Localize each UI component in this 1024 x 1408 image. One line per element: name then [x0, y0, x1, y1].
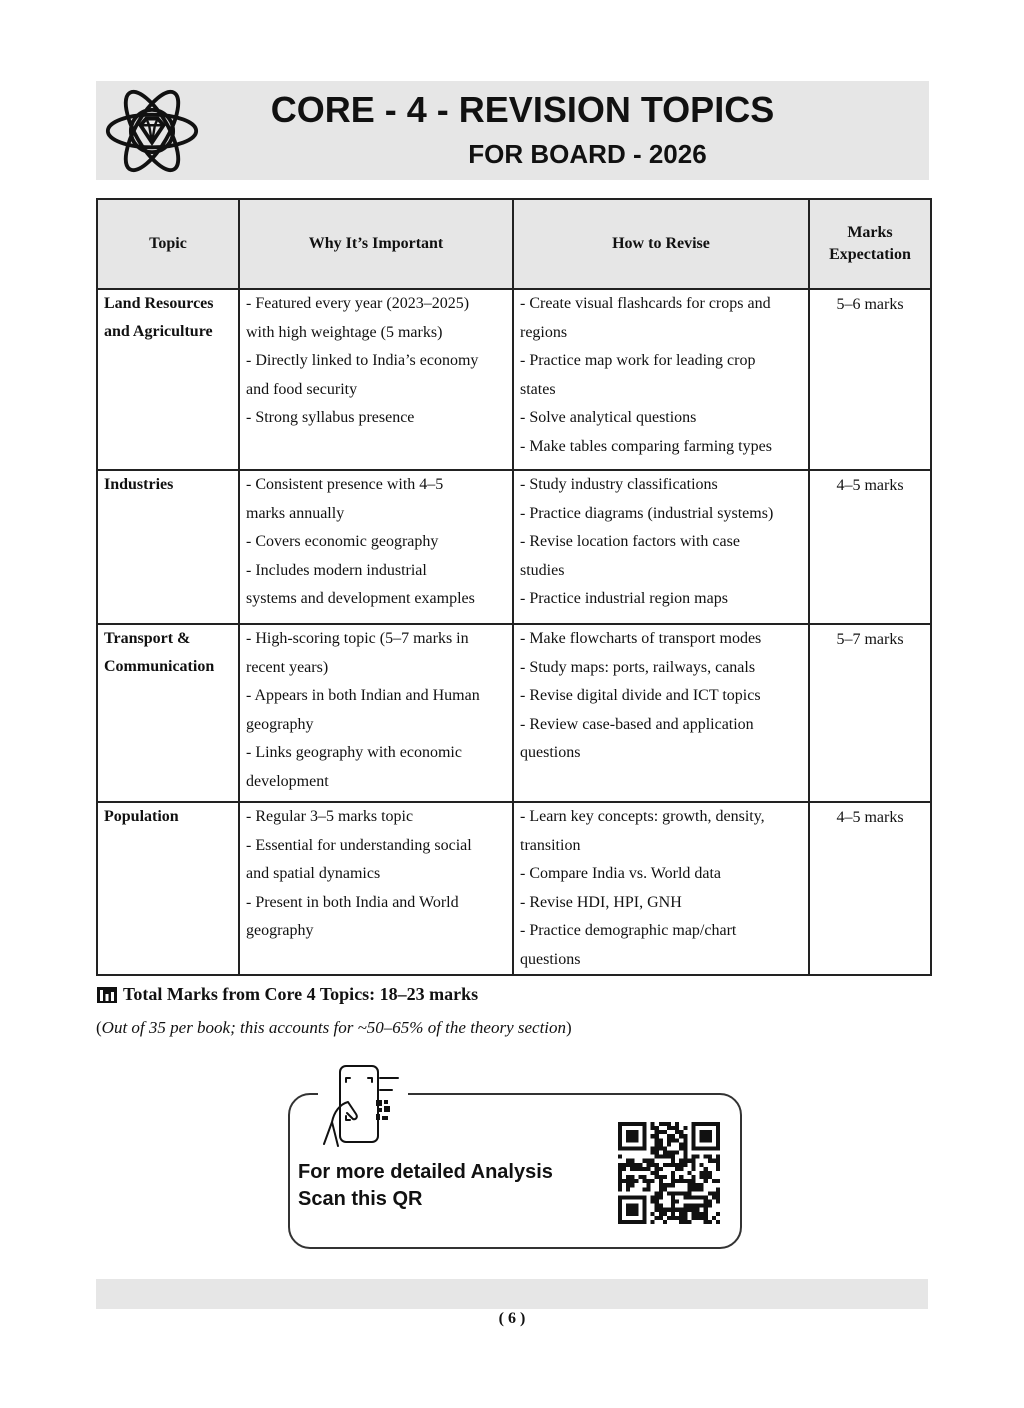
how-line: - Review case-based and application [520, 715, 754, 733]
total-marks-summary [96, 984, 478, 1005]
why-line: and spatial dynamics [246, 865, 381, 882]
qr-line-2: Scan this QR [298, 1188, 423, 1210]
page-title: CORE - 4 - REVISION TOPICS [270, 89, 775, 130]
marks-cell: 4–5 marks [809, 470, 931, 624]
topic-cell [97, 289, 239, 470]
why-line: marks annually [246, 504, 345, 522]
why-cell [239, 802, 513, 975]
header-band [96, 81, 929, 180]
how-line: - Study industry classifications [520, 476, 718, 493]
why-line: with high weightage (5 marks) [246, 323, 443, 341]
why-line: - Featured every year (2023–2025) [246, 295, 470, 312]
marks-cell: 4–5 marks [809, 802, 931, 975]
note-text: Out of 35 per book; this accounts for ~50–65% of the theory section [101, 1018, 567, 1037]
topic-cell [97, 470, 239, 624]
note-open-paren: ( [96, 1018, 102, 1037]
why-line: - Directly linked to India’s economy [246, 352, 479, 369]
page-number: ( 6 ) [498, 1310, 526, 1327]
how-line: - Revise digital divide and ICT topics [520, 687, 761, 704]
how-line: - Create visual flashcards for crops and [520, 295, 771, 312]
topic-line: Transport & [104, 630, 191, 647]
why-line: - Present in both India and World [246, 893, 459, 911]
why-cell [239, 624, 513, 802]
how-line: - Revise HDI, HPI, GNH [520, 893, 682, 911]
topic-line: Industries [104, 476, 174, 493]
qr-line-1: For more detailed Analysis [298, 1161, 553, 1183]
footer-band [96, 1279, 928, 1309]
why-line: recent years) [246, 658, 329, 676]
why-line: development [246, 772, 329, 790]
topic-cell [97, 802, 239, 975]
note-close-paren: ) [566, 1018, 572, 1037]
why-line: and food security [246, 380, 358, 398]
why-line: - Covers economic geography [246, 533, 439, 550]
marks-header-line: Marks [847, 224, 893, 241]
why-line: - Strong syllabus presence [246, 409, 415, 426]
why-line: - Regular 3–5 marks topic [246, 808, 414, 825]
column-header-topic: Topic [97, 199, 239, 289]
how-line: questions [520, 950, 581, 968]
table-row [97, 624, 931, 802]
table-row [97, 470, 931, 624]
table-header-row [97, 199, 931, 289]
how-line: - Make flowcharts of transport modes [520, 630, 762, 647]
why-cell [239, 289, 513, 470]
how-cell [513, 470, 809, 624]
why-line: - Includes modern industrial [246, 561, 427, 579]
revision-topics-table [96, 198, 932, 976]
table-row [97, 802, 931, 975]
how-line: regions [520, 323, 568, 341]
topic-line: Land Resources [104, 295, 214, 312]
total-marks-text: Total Marks from Core 4 Topics: 18–23 marks [123, 984, 479, 1004]
how-cell [513, 624, 809, 802]
topic-line: Population [104, 808, 179, 825]
qr-code-icon [618, 1122, 720, 1224]
how-line: - Practice map work for leading crop [520, 352, 756, 369]
marks-header-line: Expectation [829, 246, 911, 263]
column-header-why: Why It’s Important [239, 199, 513, 289]
column-header-marks [809, 199, 931, 289]
why-cell [239, 470, 513, 624]
topic-line: Communication [104, 658, 215, 675]
how-line: - Revise location factors with case [520, 533, 740, 550]
topic-cell [97, 624, 239, 802]
how-line: - Practice industrial region maps [520, 590, 728, 607]
how-cell [513, 289, 809, 470]
how-line: - Compare India vs. World data [520, 865, 722, 882]
how-line: - Solve analytical questions [520, 409, 697, 426]
why-line: geography [246, 715, 314, 733]
marks-cell: 5–7 marks [809, 624, 931, 802]
why-line: - Essential for understanding social [246, 836, 472, 854]
qr-callout-text [298, 1159, 553, 1213]
phone-scan-icon [318, 1062, 408, 1154]
why-line: - High-scoring topic (5–7 marks in [246, 630, 469, 647]
how-line: studies [520, 561, 565, 579]
how-line: - Practice diagrams (industrial systems) [520, 504, 774, 522]
page-subtitle: FOR BOARD - 2026 [468, 139, 707, 169]
how-line: questions [520, 744, 581, 761]
how-cell [513, 802, 809, 975]
why-line: - Appears in both Indian and Human [246, 687, 480, 704]
why-line: geography [246, 922, 314, 939]
topic-line: and Agriculture [104, 323, 213, 340]
table-row [97, 289, 931, 470]
column-header-how: How to Revise [513, 199, 809, 289]
why-line: - Links geography with economic [246, 744, 462, 761]
summary-note [96, 1018, 572, 1038]
how-line: - Learn key concepts: growth, density, [520, 808, 765, 825]
how-line: - Study maps: ports, railways, canals [520, 658, 756, 676]
why-line: - Consistent presence with 4–5 [246, 476, 444, 493]
how-line: transition [520, 836, 581, 854]
bar-chart-icon [96, 986, 118, 1004]
why-line: systems and development examples [246, 590, 475, 607]
how-line: states [520, 380, 556, 398]
how-line: - Make tables comparing farming types [520, 437, 772, 455]
how-line: - Practice demographic map/chart [520, 922, 737, 939]
marks-cell: 5–6 marks [809, 289, 931, 470]
